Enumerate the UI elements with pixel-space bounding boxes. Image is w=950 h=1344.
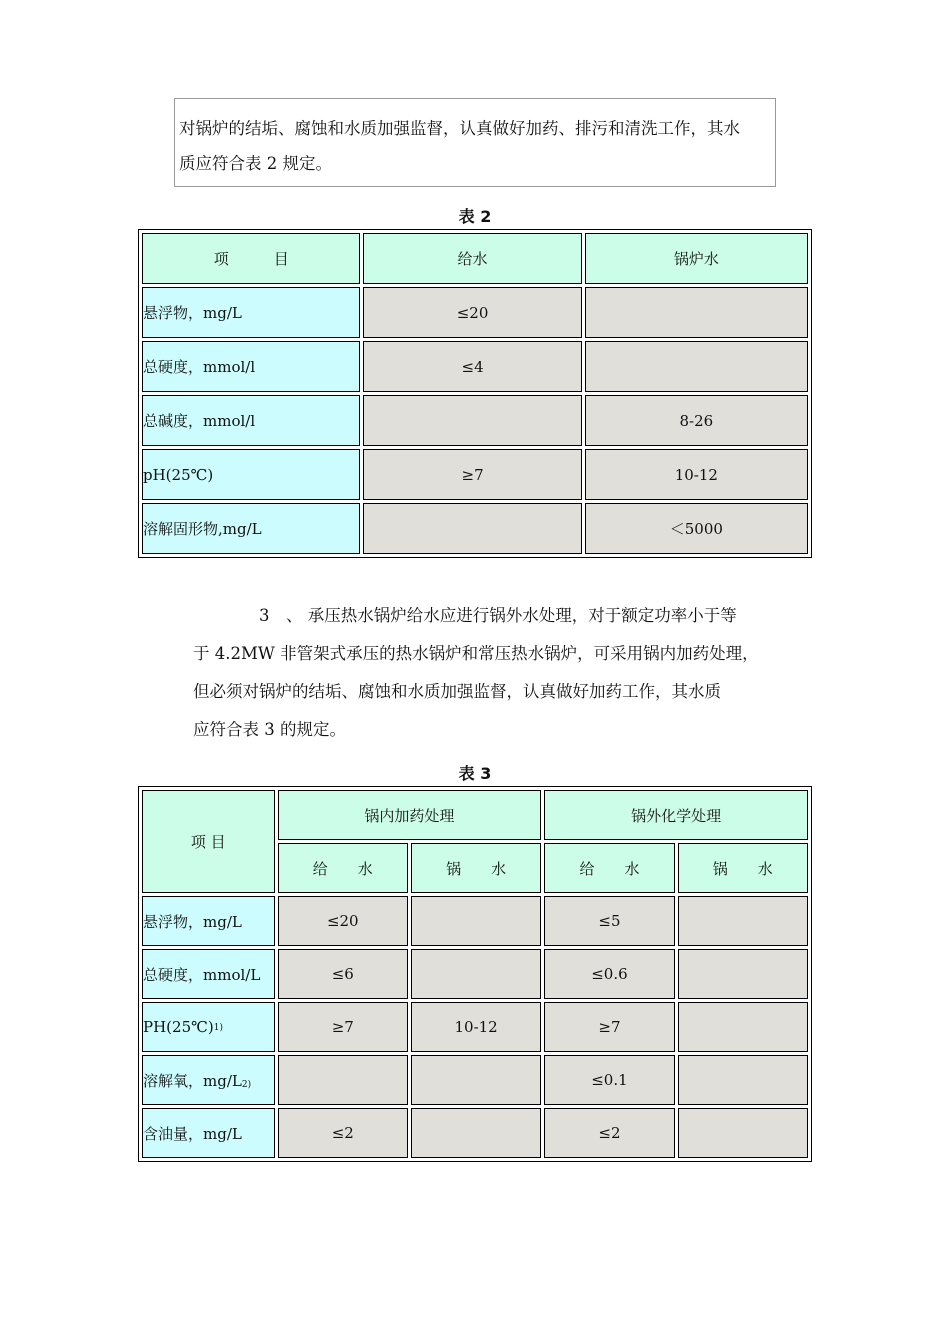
paragraph-3-line-4: 应符合表 3 的规定。 — [193, 720, 346, 739]
intro-line-1: 对锅炉的结垢、腐蚀和水质加强监督，认真做好加药、排污和清洗工作，其水 — [179, 119, 740, 138]
intro-line-2: 质应符合表 2 规定。 — [179, 154, 332, 173]
intro-paragraph-box — [174, 98, 776, 187]
table3-header-internal-dosing: 锅内加药处理 — [278, 790, 542, 840]
table2-item-cell: 总硬度，mmol/l — [142, 341, 360, 392]
table-row — [142, 503, 808, 554]
paragraph-3-line-3: 但必须对锅炉的结垢、腐蚀和水质加强监督，认真做好加药工作，其水质 — [193, 682, 721, 701]
table2-header-feed-water: 给水 — [363, 233, 581, 284]
table2-boiler-cell — [585, 287, 808, 338]
table2-feed-cell — [363, 395, 581, 446]
table2-item-cell: pH(25℃) — [142, 449, 360, 500]
table3-item-label: 含油量，mg/L — [143, 1124, 242, 1143]
table-row — [142, 949, 808, 999]
table3-item-cell — [142, 1055, 275, 1105]
table2-feed-cell: ≤4 — [363, 341, 581, 392]
table3-value-cell: ≥7 — [544, 1002, 674, 1052]
table2-feed-cell: ≥7 — [363, 449, 581, 500]
table3-value-cell — [678, 949, 808, 999]
table-row — [142, 1002, 808, 1052]
table3-subheader-boiler-water: 锅 水 — [678, 843, 808, 893]
table3-item-cell — [142, 1108, 275, 1158]
table3-value-cell — [678, 1108, 808, 1158]
table3-value-cell — [411, 949, 541, 999]
table2-boiler-cell: 8-26 — [585, 395, 808, 446]
table3-subheader-boiler-water: 锅 水 — [411, 843, 541, 893]
paragraph-3 — [193, 597, 773, 749]
table3-value-cell: ≤2 — [278, 1108, 408, 1158]
table2 — [138, 229, 812, 558]
table3-header-item: 项 目 — [142, 790, 275, 893]
table2-item-cell: 总碱度，mmol/l — [142, 395, 360, 446]
table2-feed-cell — [363, 503, 581, 554]
table3-value-cell: ≤0.6 — [544, 949, 674, 999]
table2-item-cell: 溶解固形物,mg/L — [142, 503, 360, 554]
table3-subheader-feed-water: 给 水 — [544, 843, 674, 893]
table3-value-cell — [411, 1055, 541, 1105]
table3-group-header-row — [142, 790, 808, 840]
table3-value-cell: 10-12 — [411, 1002, 541, 1052]
footnote-marker: 1) — [213, 1023, 223, 1033]
table3-value-cell: ≤6 — [278, 949, 408, 999]
table3-value-cell: ≤2 — [544, 1108, 674, 1158]
table2-item-cell: 悬浮物，mg/L — [142, 287, 360, 338]
table3-value-cell — [678, 1002, 808, 1052]
table-row — [142, 449, 808, 500]
table3-value-cell: ≤5 — [544, 896, 674, 946]
footnote-marker: 2) — [241, 1079, 252, 1090]
table3 — [138, 786, 812, 1162]
table3-value-cell — [411, 896, 541, 946]
table2-header-row — [142, 233, 808, 284]
table3-value-cell: ≤20 — [278, 896, 408, 946]
table2-boiler-cell: 10-12 — [585, 449, 808, 500]
table-row — [142, 1108, 808, 1158]
table2-caption: 表 2 — [458, 207, 492, 226]
table-row — [142, 287, 808, 338]
table3-value-cell: ≤0.1 — [544, 1055, 674, 1105]
table3-value-cell — [278, 1055, 408, 1105]
table2-header-item: 项 目 — [142, 233, 360, 284]
paragraph-3-line-1: 3 、 承压热水锅炉给水应进行锅外水处理，对于额定功率小于等 — [259, 606, 737, 625]
table3-item-cell — [142, 949, 275, 999]
table3-header-external-treatment: 锅外化学处理 — [544, 790, 808, 840]
table3-item-label: PH(25℃) — [143, 1018, 214, 1036]
table3-value-cell — [678, 896, 808, 946]
table3-item-label: 总硬度，mmol/L — [143, 965, 261, 984]
table3-caption: 表 3 — [458, 764, 492, 783]
table-row — [142, 1055, 808, 1105]
table3-value-cell — [411, 1108, 541, 1158]
table-row — [142, 341, 808, 392]
table3-value-cell: ≥7 — [278, 1002, 408, 1052]
table3-item-cell — [142, 896, 275, 946]
table3-value-cell — [678, 1055, 808, 1105]
paragraph-3-line-2: 于 4.2MW 非管架式承压的热水锅炉和常压热水锅炉，可采用锅内加药处理， — [193, 644, 759, 663]
table-row — [142, 896, 808, 946]
table2-feed-cell: ≤20 — [363, 287, 581, 338]
table2-boiler-cell — [585, 341, 808, 392]
table3-item-cell — [142, 1002, 275, 1052]
table3-item-label: 溶解氧，mg/L — [143, 1071, 242, 1090]
table2-header-boiler-water: 锅炉水 — [585, 233, 808, 284]
table3-subheader-feed-water: 给 水 — [278, 843, 408, 893]
table2-boiler-cell: ＜5000 — [585, 503, 808, 554]
table-row — [142, 395, 808, 446]
table3-item-label: 悬浮物，mg/L — [143, 912, 242, 931]
